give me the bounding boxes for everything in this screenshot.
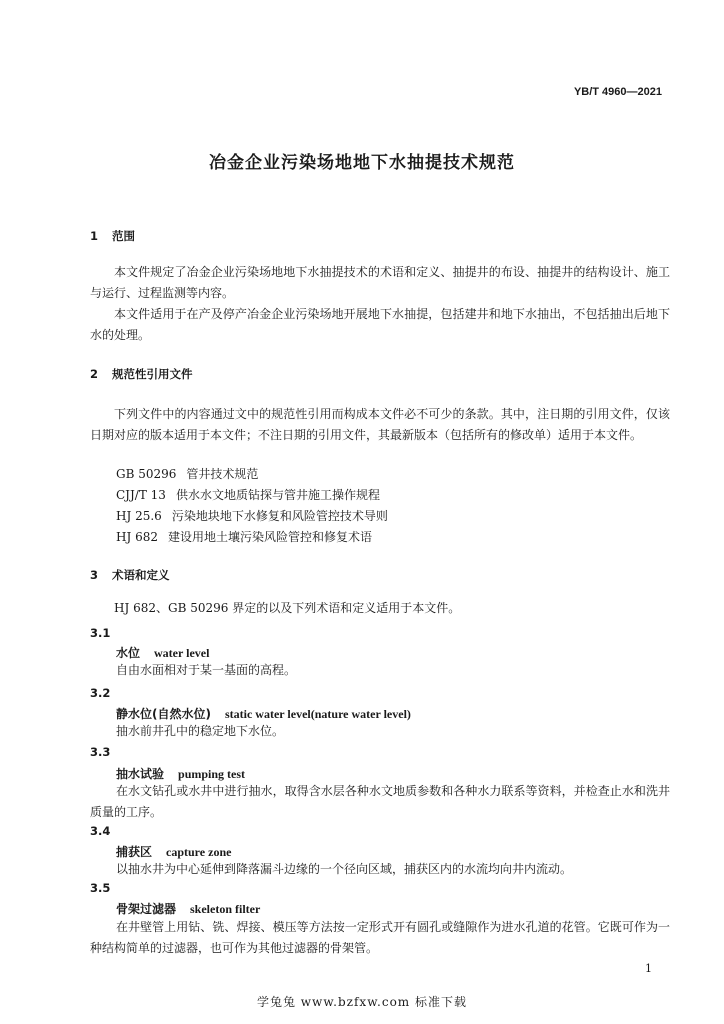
term-zh: 骨架过滤器 bbox=[116, 902, 177, 916]
reference-code: CJJ/T 13 bbox=[116, 488, 166, 502]
clause-number: 3.5 bbox=[90, 881, 111, 895]
term-definition: 在井壁管上用钻、铣、焊接、模压等方法按一定形式开有圆孔或缝隙作为进水孔道的花管。它既可作为一种结构简单的过滤器，也可作为其他过滤器的骨架管。 bbox=[90, 920, 670, 955]
reference-item bbox=[116, 486, 380, 503]
term-en: static water level(nature water level) bbox=[224, 707, 411, 721]
footer-watermark-text: 学兔兔 www.bzfxw.com 标准下载 bbox=[256, 995, 468, 1009]
section-number: 1 bbox=[90, 229, 99, 243]
reference-code: GB 50296 bbox=[116, 467, 177, 481]
section-number: 3 bbox=[90, 568, 99, 582]
reference-code: HJ 25.6 bbox=[116, 509, 162, 523]
reference-item bbox=[116, 528, 372, 545]
clause-number: 3.1 bbox=[90, 626, 111, 640]
reference-item bbox=[116, 465, 258, 482]
clause-number: 3.4 bbox=[90, 824, 111, 838]
reference-item bbox=[116, 507, 388, 524]
section-heading-terms bbox=[90, 567, 170, 583]
term-en: skeleton filter bbox=[190, 902, 261, 916]
reference-title: 建设用地土壤污染风险管控和修复术语 bbox=[168, 530, 373, 544]
reference-title: 管井技术规范 bbox=[186, 467, 259, 481]
term-entry bbox=[116, 705, 411, 722]
term-en: capture zone bbox=[166, 845, 232, 859]
section-title: 术语和定义 bbox=[112, 568, 170, 582]
term-definition: 抽水前井孔中的稳定地下水位。 bbox=[116, 724, 285, 738]
clause-number: 3.3 bbox=[90, 745, 111, 759]
scope-paragraph-2: 本文件适用于在产及停产冶金企业污染场地开展地下水抽提，包括建井和地下水抽出，不包括抽出后地下水的处理。 bbox=[90, 307, 670, 342]
term-en: water level bbox=[154, 646, 210, 660]
standard-code: YB/T 4960—2021 bbox=[573, 86, 662, 98]
terms-intro: HJ 682、GB 50296 界定的以及下列术语和定义适用于本文件。 bbox=[114, 601, 461, 615]
term-zh: 捕获区 bbox=[116, 845, 153, 859]
reference-code: HJ 682 bbox=[116, 530, 158, 544]
section-title: 规范性引用文件 bbox=[112, 367, 193, 381]
term-entry bbox=[116, 644, 209, 661]
term-entry bbox=[116, 765, 245, 782]
term-definition: 在水文钻孔或水井中进行抽水，取得含水层各种水文地质参数和各种水力联系等资料，并检查止水和洗井质量的工序。 bbox=[90, 784, 670, 819]
term-en: pumping test bbox=[178, 767, 246, 781]
term-entry bbox=[116, 900, 260, 917]
term-definition: 自由水面相对于某一基面的高程。 bbox=[116, 663, 297, 677]
normative-intro: 下列文件中的内容通过文中的规范性引用而构成本文件必不可少的条款。其中，注日期的引用文件，仅该日期对应的版本适用于本文件；不注日期的引用文件，其最新版本（包括所有的修改单）适用于本文件。 bbox=[90, 407, 670, 442]
term-zh: 水位 bbox=[116, 646, 141, 660]
section-number: 2 bbox=[90, 367, 99, 381]
section-title: 范围 bbox=[112, 229, 135, 243]
page-number: 1 bbox=[645, 962, 652, 975]
term-definition: 以抽水井为中心延伸到降落漏斗边缘的一个径向区域，捕获区内的水流均向井内流动。 bbox=[116, 862, 573, 876]
section-heading-scope bbox=[90, 228, 135, 244]
section-heading-normative bbox=[90, 366, 193, 382]
reference-title: 供水水文地质钻探与管井施工操作规程 bbox=[175, 488, 380, 502]
scope-paragraph-1: 本文件规定了冶金企业污染场地地下水抽提技术的术语和定义、抽提井的布设、抽提井的结构设计、施工与运行、过程监测等内容。 bbox=[90, 265, 670, 300]
clause-number: 3.2 bbox=[90, 686, 111, 700]
term-entry bbox=[116, 843, 231, 860]
term-zh: 静水位(自然水位) bbox=[116, 707, 211, 721]
document-title: 冶金企业污染场地地下水抽提技术规范 bbox=[209, 153, 515, 173]
reference-title: 污染地块地下水修复和风险管控技术导则 bbox=[171, 509, 388, 523]
term-zh: 抽水试验 bbox=[116, 767, 165, 781]
